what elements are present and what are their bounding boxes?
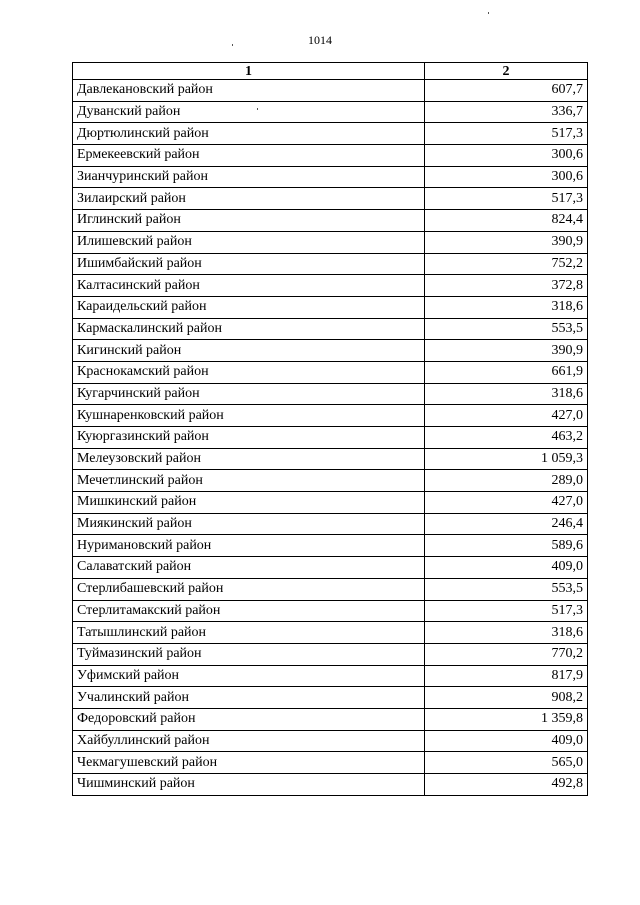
- table-row: [73, 145, 588, 167]
- table-row: [73, 405, 588, 427]
- table-row: [73, 665, 588, 687]
- table-row: [73, 340, 588, 362]
- district-value-cell: 246,4: [425, 513, 588, 535]
- table-row: [73, 123, 588, 145]
- district-value-cell: 427,0: [425, 405, 588, 427]
- district-name-cell: Уфимский район: [73, 665, 425, 687]
- district-value-cell: 289,0: [425, 470, 588, 492]
- district-name-cell: Ишимбайский район: [73, 253, 425, 275]
- table-row: [73, 774, 588, 796]
- district-name-cell: Иглинский район: [73, 210, 425, 232]
- district-name-cell: Дуванский район: [73, 101, 425, 123]
- district-name-cell: Салаватский район: [73, 557, 425, 579]
- page-number: 1014: [308, 33, 332, 47]
- table-row: [73, 535, 588, 557]
- scan-speck: [232, 44, 233, 46]
- district-name-cell: Кигинский район: [73, 340, 425, 362]
- district-value-cell: 517,3: [425, 600, 588, 622]
- district-value-cell: 492,8: [425, 774, 588, 796]
- table-row: [73, 166, 588, 188]
- district-value-cell: 390,9: [425, 231, 588, 253]
- table-row: [73, 361, 588, 383]
- district-value-cell: 770,2: [425, 643, 588, 665]
- table-row: [73, 210, 588, 232]
- district-value-cell: 318,6: [425, 296, 588, 318]
- table-row: [73, 643, 588, 665]
- district-name-cell: Мишкинский район: [73, 492, 425, 514]
- table-row: [73, 708, 588, 730]
- district-name-cell: Зианчуринский район: [73, 166, 425, 188]
- table-row: [73, 600, 588, 622]
- district-name-cell: Федоровский район: [73, 708, 425, 730]
- table-row: [73, 80, 588, 102]
- district-name-cell: Калтасинский район: [73, 275, 425, 297]
- district-value-cell: 553,5: [425, 318, 588, 340]
- table-body: [73, 80, 588, 796]
- district-name-cell: Миякинский район: [73, 513, 425, 535]
- district-name-cell: Стерлитамакский район: [73, 600, 425, 622]
- district-value-cell: 607,7: [425, 80, 588, 102]
- table-row: [73, 383, 588, 405]
- district-name-cell: Чекмагушевский район: [73, 752, 425, 774]
- district-name-cell: Ермекеевский район: [73, 145, 425, 167]
- district-value-cell: 390,9: [425, 340, 588, 362]
- district-name-cell: Мечетлинский район: [73, 470, 425, 492]
- table-row: [73, 730, 588, 752]
- table-row: [73, 296, 588, 318]
- district-name-cell: Кугарчинский район: [73, 383, 425, 405]
- district-name-cell: Куюргазинский район: [73, 427, 425, 449]
- table-row: [73, 578, 588, 600]
- district-value-cell: 824,4: [425, 210, 588, 232]
- district-name-cell: Стерлибашевский район: [73, 578, 425, 600]
- scan-speck: [488, 12, 489, 14]
- table-row: [73, 427, 588, 449]
- district-value-cell: 409,0: [425, 730, 588, 752]
- district-name-cell: Караидельский район: [73, 296, 425, 318]
- district-value-cell: 336,7: [425, 101, 588, 123]
- district-name-cell: Кушнаренковский район: [73, 405, 425, 427]
- table-row: [73, 470, 588, 492]
- district-name-cell: Учалинский район: [73, 687, 425, 709]
- district-name-cell: Краснокамский район: [73, 361, 425, 383]
- data-table: [72, 62, 588, 796]
- table-row: [73, 101, 588, 123]
- district-name-cell: Давлекановский район: [73, 80, 425, 102]
- district-value-cell: 318,6: [425, 622, 588, 644]
- district-name-cell: Илишевский район: [73, 231, 425, 253]
- district-value-cell: 517,3: [425, 188, 588, 210]
- district-value-cell: 463,2: [425, 427, 588, 449]
- column-header-2: 2: [425, 63, 588, 80]
- district-value-cell: 1 359,8: [425, 708, 588, 730]
- district-value-cell: 661,9: [425, 361, 588, 383]
- district-name-cell: Татышлинский район: [73, 622, 425, 644]
- district-value-cell: 817,9: [425, 665, 588, 687]
- district-name-cell: Дюртюлинский район: [73, 123, 425, 145]
- table-row: [73, 318, 588, 340]
- district-value-cell: 565,0: [425, 752, 588, 774]
- table-row: [73, 492, 588, 514]
- district-value-cell: 300,6: [425, 166, 588, 188]
- district-name-cell: Нуримановский район: [73, 535, 425, 557]
- district-value-cell: 1 059,3: [425, 448, 588, 470]
- district-value-cell: 318,6: [425, 383, 588, 405]
- district-value-cell: 589,6: [425, 535, 588, 557]
- table-row: [73, 622, 588, 644]
- table-row: [73, 513, 588, 535]
- table-row: [73, 188, 588, 210]
- district-value-cell: 517,3: [425, 123, 588, 145]
- table-row: [73, 253, 588, 275]
- column-header-1: 1: [73, 63, 425, 80]
- district-name-cell: Туймазинский район: [73, 643, 425, 665]
- table-row: [73, 687, 588, 709]
- table-header-row: [73, 63, 588, 80]
- table-row: [73, 448, 588, 470]
- district-name-cell: Зилаирский район: [73, 188, 425, 210]
- district-name-cell: Мелеузовский район: [73, 448, 425, 470]
- district-value-cell: 372,8: [425, 275, 588, 297]
- table-row: [73, 275, 588, 297]
- district-name-cell: Кармаскалинский район: [73, 318, 425, 340]
- district-value-cell: 553,5: [425, 578, 588, 600]
- table-row: [73, 752, 588, 774]
- district-value-cell: 300,6: [425, 145, 588, 167]
- district-name-cell: Чишминский район: [73, 774, 425, 796]
- district-value-cell: 908,2: [425, 687, 588, 709]
- table-row: [73, 231, 588, 253]
- district-value-cell: 409,0: [425, 557, 588, 579]
- district-value-cell: 427,0: [425, 492, 588, 514]
- district-value-cell: 752,2: [425, 253, 588, 275]
- district-name-cell: Хайбуллинский район: [73, 730, 425, 752]
- table-row: [73, 557, 588, 579]
